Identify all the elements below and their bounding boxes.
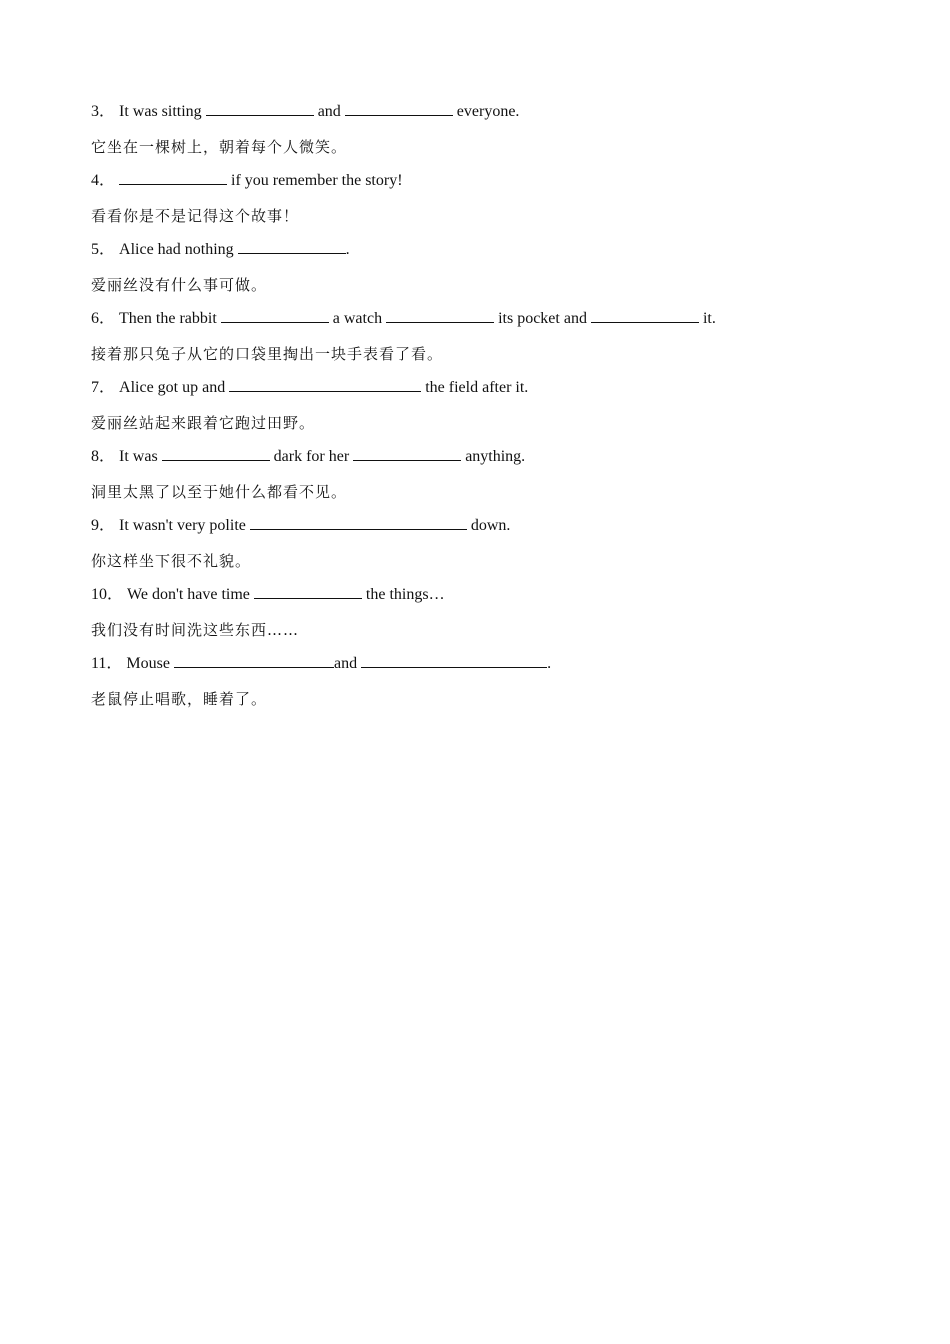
question-number: 3．: [91, 103, 116, 120]
question-number: 7．: [91, 379, 116, 396]
question-text: .: [345, 241, 350, 258]
question-number: 5．: [91, 241, 116, 258]
question-text: and: [317, 103, 341, 120]
question-text: It was sitting: [119, 103, 202, 120]
answer-blank[interactable]: [345, 99, 453, 116]
question-10-english: [91, 580, 891, 615]
question-6-english: [91, 304, 891, 339]
question-text: it.: [702, 310, 716, 327]
question-text: It was: [119, 448, 158, 465]
question-number: 8．: [91, 448, 116, 465]
question-text: dark for her: [273, 448, 350, 465]
question-text: a watch: [332, 310, 383, 327]
question-text: down.: [470, 517, 511, 534]
worksheet-page: [91, 97, 891, 718]
question-number: 4．: [91, 172, 116, 189]
question-text: and: [333, 655, 358, 672]
answer-blank[interactable]: [238, 237, 346, 254]
answer-blank[interactable]: [254, 582, 362, 599]
question-9-chinese: 你这样坐下很不礼貌。: [91, 551, 252, 570]
question-text: Then the rabbit: [119, 310, 217, 327]
question-3-chinese: 它坐在一棵树上，朝着每个人微笑。: [91, 137, 348, 156]
answer-blank[interactable]: [174, 651, 334, 668]
answer-blank[interactable]: [353, 444, 461, 461]
question-text: We don't have time: [127, 586, 250, 603]
question-text: .: [547, 655, 552, 672]
question-text: It wasn't very polite: [119, 517, 246, 534]
question-9-english: [91, 511, 891, 546]
question-8-chinese: 洞里太黑了以至于她什么都看不见。: [91, 482, 348, 501]
question-text: Mouse: [126, 655, 170, 672]
question-5-chinese: 爱丽丝没有什么事可做。: [91, 275, 268, 294]
answer-blank[interactable]: [119, 168, 227, 185]
question-7-chinese: 爱丽丝站起来跟着它跑过田野。: [91, 413, 316, 432]
answer-blank[interactable]: [162, 444, 270, 461]
question-8-english: [91, 442, 891, 477]
question-text: everyone.: [456, 103, 520, 120]
question-text: if you remember the story!: [231, 172, 403, 189]
question-7-english: [91, 373, 891, 408]
answer-blank[interactable]: [221, 306, 329, 323]
answer-blank[interactable]: [229, 375, 421, 392]
question-11-chinese: 老鼠停止唱歌，睡着了。: [91, 689, 268, 708]
question-6-chinese: 接着那只兔子从它的口袋里掏出一块手表看了看。: [91, 344, 444, 363]
answer-blank[interactable]: [361, 651, 547, 668]
question-text: its pocket and: [498, 310, 587, 327]
question-11-english: [91, 649, 891, 684]
answer-blank[interactable]: [386, 306, 494, 323]
question-4-chinese: 看看你是不是记得这个故事！: [91, 206, 300, 225]
question-text: the field after it.: [425, 379, 529, 396]
question-number: 10．: [91, 586, 124, 603]
question-number: 11．: [91, 655, 123, 672]
question-number: 6．: [91, 310, 116, 327]
answer-blank[interactable]: [206, 99, 314, 116]
question-5-english: [91, 235, 891, 270]
question-4-english: [91, 166, 891, 201]
question-10-chinese: 我们没有时间洗这些东西……: [91, 620, 300, 639]
question-text: anything.: [465, 448, 526, 465]
question-text: Alice had nothing: [119, 241, 234, 258]
answer-blank[interactable]: [250, 513, 467, 530]
question-number: 9．: [91, 517, 116, 534]
question-text: the things…: [365, 586, 445, 603]
answer-blank[interactable]: [591, 306, 699, 323]
question-text: Alice got up and: [119, 379, 226, 396]
question-3-english: [91, 97, 891, 132]
